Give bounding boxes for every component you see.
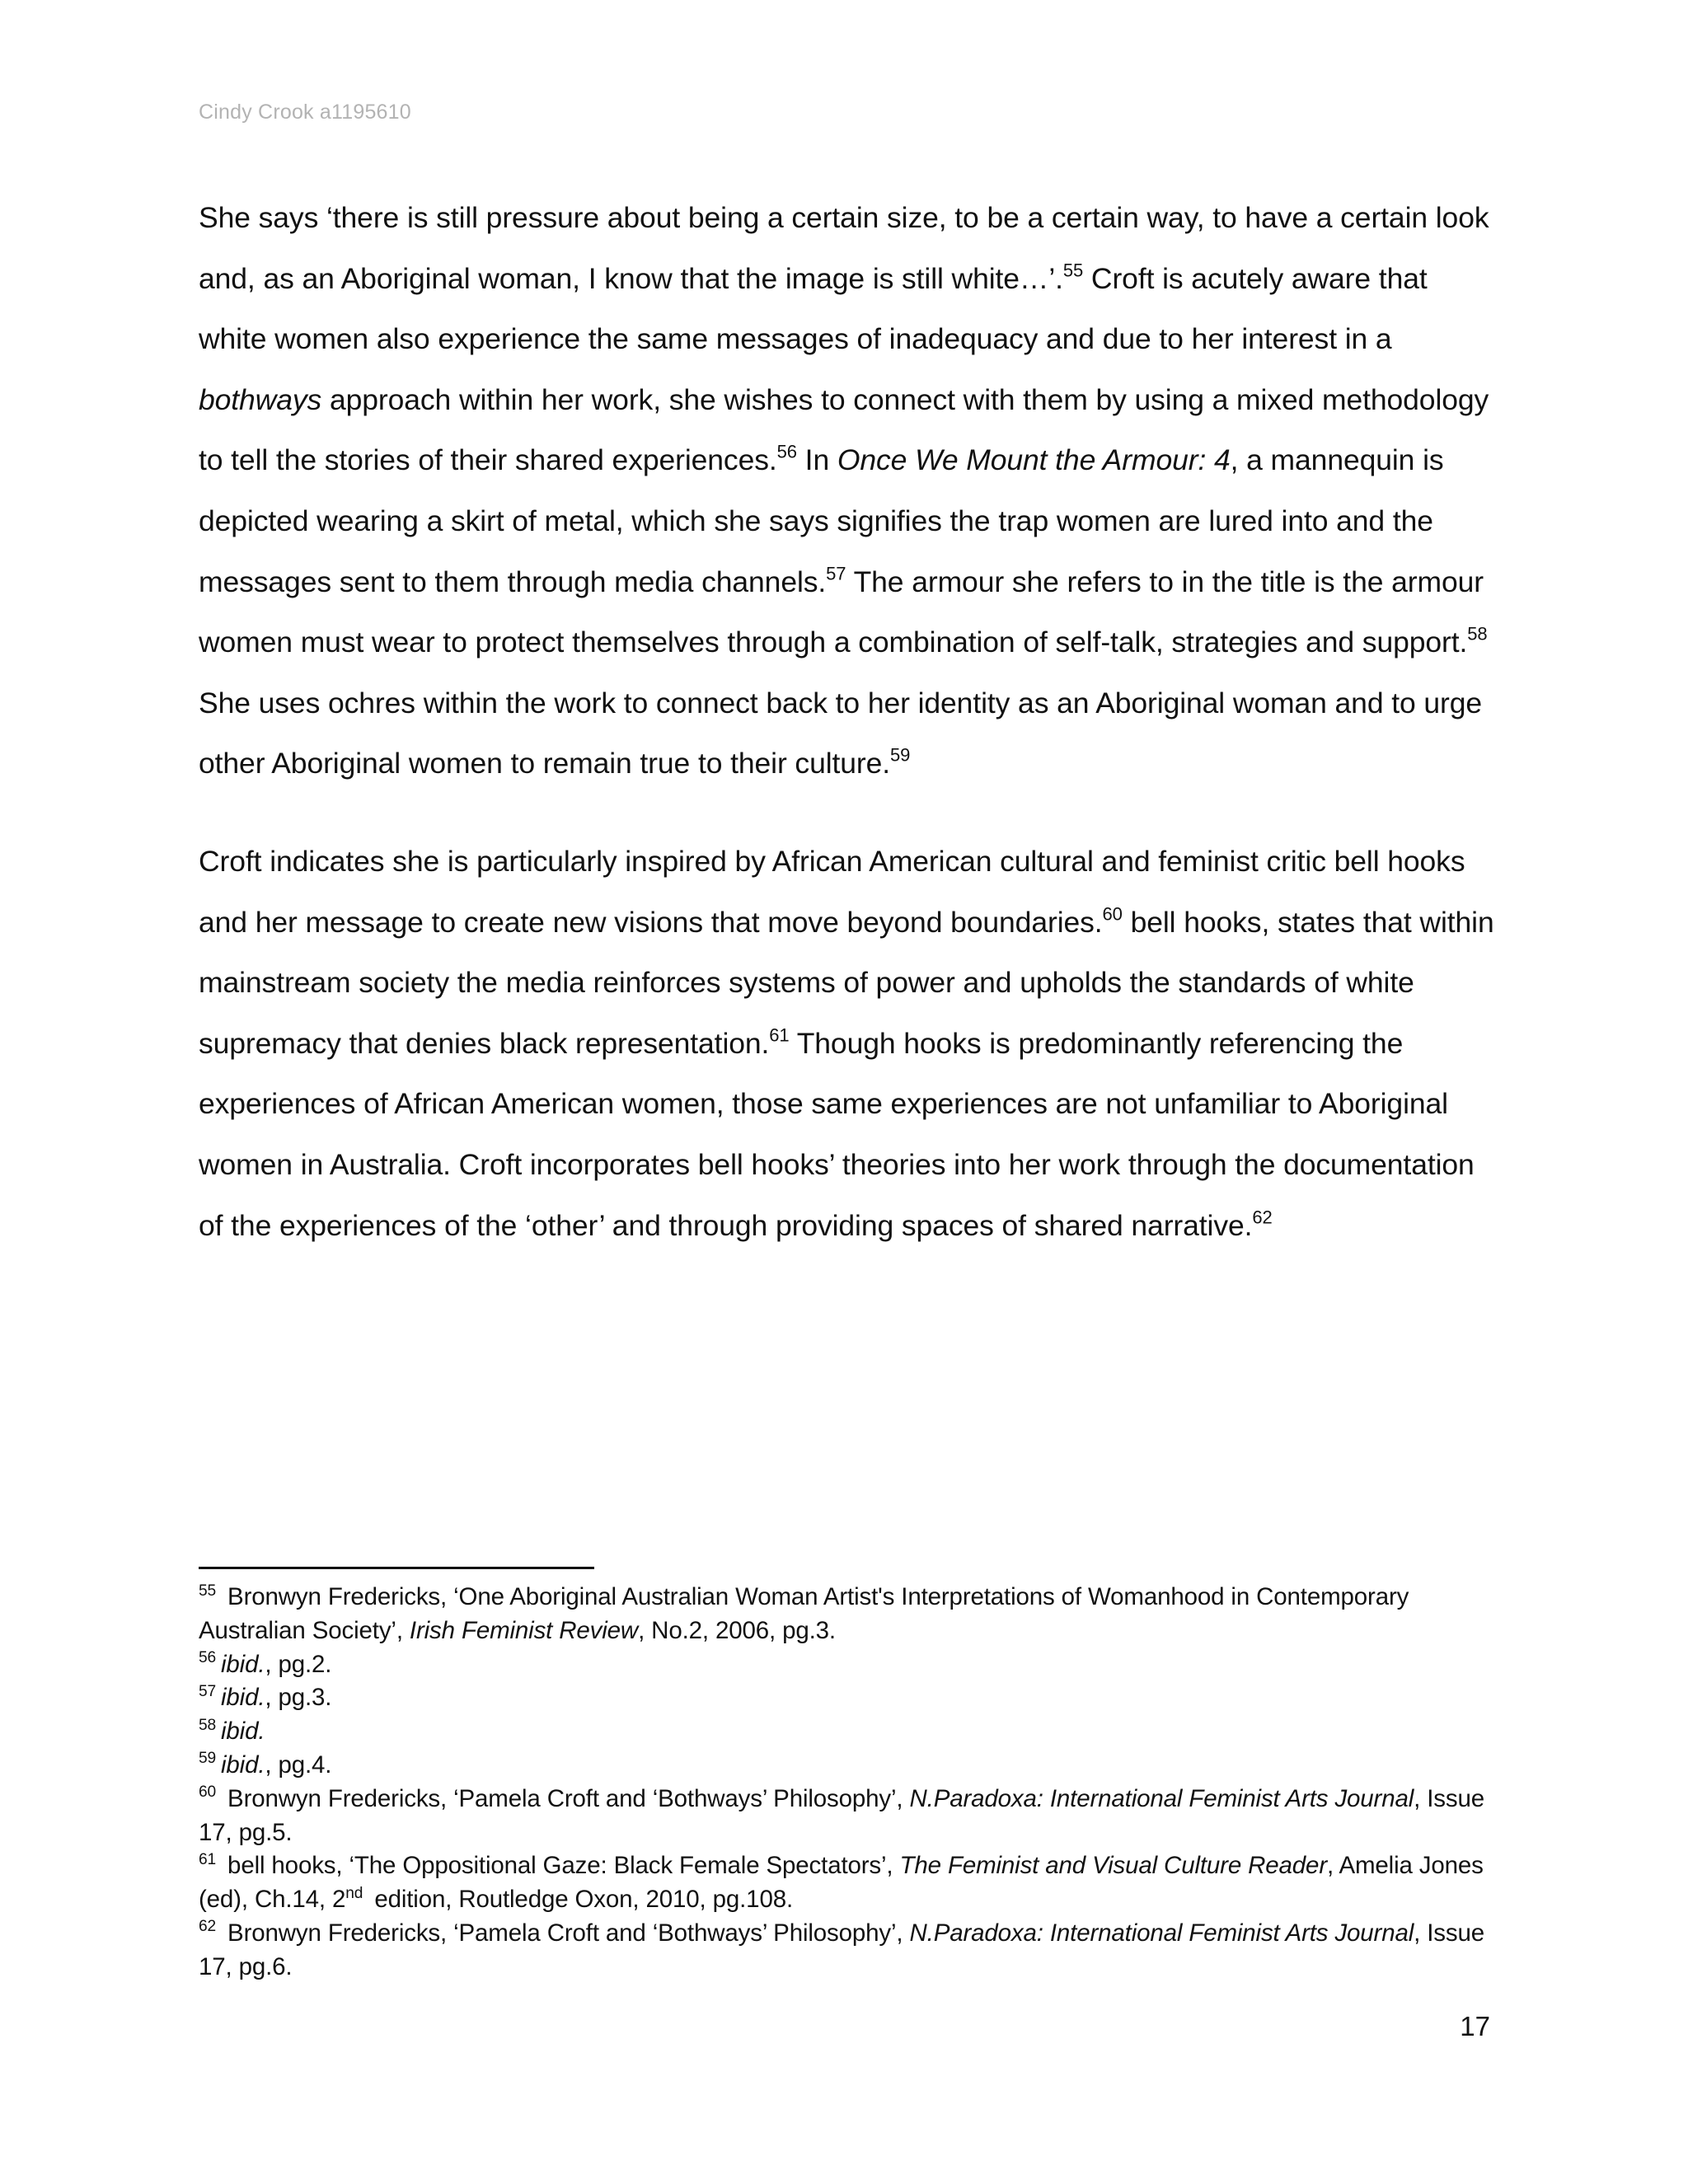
publication-title: Irish Feminist Review (409, 1616, 639, 1644)
citation-text: Bronwyn Fredericks, ‘Pamela Croft and ‘Bothways’ Philosophy’, (221, 1784, 910, 1812)
footnotes (199, 1581, 1501, 1985)
footnote-number: 57 (199, 1682, 217, 1700)
paragraph-1 (199, 188, 1501, 794)
citation-text: , No.2, 2006, pg.3. (638, 1616, 836, 1644)
text-span: approach within her work, she wishes to connect with them by using a mixed methodology to tell the stories of their shared experiences. (199, 382, 1489, 477)
body-text (199, 188, 1501, 1256)
citation-text: bell hooks, ‘The Oppositional Gaze: Black Female Spectators’, (221, 1852, 900, 1880)
publication-title: N.Paradoxa: International Feminist Arts Journal (909, 1784, 1414, 1812)
citation-text: , pg.4. (265, 1750, 332, 1779)
footnote-ref-55[interactable]: 55 (1062, 260, 1084, 281)
ibid-text: ibid. (221, 1718, 265, 1746)
text-span: , a mannequin is depicted wearing a skirt of metal, which she says signifies the trap women are lured into and the messages sent to them through media channels. (199, 443, 1444, 598)
ibid-text: ibid. (221, 1750, 265, 1779)
citation-text: edition, Routledge Oxon, 2010, pg.108. (368, 1886, 793, 1914)
footnote-number: 62 (199, 1918, 217, 1936)
footnote-ref-57[interactable]: 57 (826, 563, 846, 584)
publication-title: N.Paradoxa: International Feminist Arts Journal (909, 1919, 1414, 1947)
text-span: Croft indicates she is particularly inspired by African American cultural and feminist critic bell hooks and her message to create new visions that move beyond boundaries. (199, 844, 1465, 939)
text-span: She uses ochres within the work to connect back to her identity as an Aboriginal woman and to urge other Aboriginal women to remain true to their culture. (199, 686, 1483, 780)
ordinal-suffix: nd (345, 1884, 363, 1902)
footnote-61 (199, 1849, 1501, 1917)
footnote-separator (199, 1567, 594, 1569)
page-number: 17 (1460, 2011, 1490, 2041)
text-span: She says ‘there is still pressure about being a certain size, to be a certain way, to have a certain look and, as an Aboriginal woman, I know that the image is still white…’. (199, 201, 1489, 295)
footnote-number: 59 (199, 1750, 217, 1768)
footnote-ref-56[interactable]: 56 (776, 442, 797, 463)
citation-text: , Amelia Jones (ed), Ch.14, 2 (199, 1852, 1484, 1914)
text-span: Croft is acutely aware that white women also experience the same messages of inadequacy and due to her interest in a (199, 261, 1428, 356)
footnote-60 (199, 1783, 1501, 1850)
text-span: The armour she refers to in the title is the armour women must wear to protect themselves through a combination of self-talk, strategies and support. (199, 565, 1484, 659)
citation-text: , pg.3. (265, 1684, 332, 1712)
footnote-55 (199, 1581, 1501, 1648)
footnote-ref-59[interactable]: 59 (890, 745, 911, 766)
text-span: Though hooks is predominantly referencing the experiences of African American women, those same experiences are not unfamiliar to Aboriginal women in Australia. Croft incorporates bell hooks’ theories into her work through the documentation of the experiences of the ‘other’ and through providing spaces of shared narrative. (199, 1026, 1475, 1242)
ibid-text: ibid. (221, 1684, 265, 1712)
footnote-ref-60[interactable]: 60 (1102, 903, 1123, 925)
italic-term: bothways (199, 382, 322, 416)
citation-text: Bronwyn Fredericks, ‘Pamela Croft and ‘Bothways’ Philosophy’, (221, 1919, 910, 1947)
footnote-number: 60 (199, 1783, 217, 1802)
footnote-56 (199, 1648, 1501, 1682)
footnote-ref-62[interactable]: 62 (1252, 1207, 1273, 1228)
paragraph-2 (199, 832, 1501, 1256)
footnote-ref-61[interactable]: 61 (769, 1024, 790, 1046)
ibid-text: ibid. (221, 1650, 265, 1678)
footnote-58 (199, 1715, 1501, 1749)
footnote-59 (199, 1749, 1501, 1783)
citation-text: , Issue 17, pg.5. (199, 1784, 1485, 1846)
footnote-number: 56 (199, 1649, 217, 1667)
footnote-57 (199, 1681, 1501, 1715)
text-span: bell hooks, states that within mainstream society the media reinforces systems of power and upholds the standards of white supremacy that denies black representation. (199, 905, 1494, 1060)
footnote-ref-58[interactable]: 58 (1467, 623, 1488, 644)
footnote-number: 61 (199, 1850, 217, 1868)
artwork-title: Once We Mount the Armour: 4 (837, 443, 1231, 477)
citation-text: , pg.2. (265, 1650, 332, 1678)
citation-text: Bronwyn Fredericks, ‘One Aboriginal Australian Woman Artist's Interpretations of Womanhood in Contemporary Australian Society’, (199, 1583, 1409, 1644)
footnote-number: 58 (199, 1716, 217, 1734)
footnote-62 (199, 1917, 1501, 1985)
publication-title: The Feminist and Visual Culture Reader (899, 1852, 1327, 1880)
running-header: Cindy Crook a1195610 (199, 101, 411, 124)
citation-text: , Issue 17, pg.6. (199, 1919, 1485, 1980)
text-span: In (796, 443, 837, 477)
footnote-number: 55 (199, 1582, 217, 1600)
